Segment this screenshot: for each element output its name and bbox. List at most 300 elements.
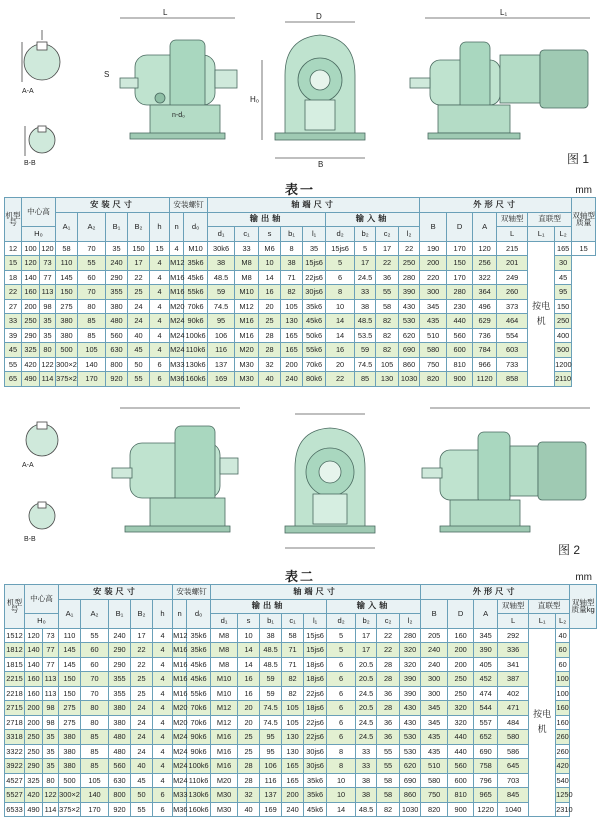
table-cell: 40 xyxy=(259,372,281,387)
table-cell: 690 xyxy=(474,744,498,759)
table-cell: 33 xyxy=(356,744,377,759)
table-cell: 1220 xyxy=(474,802,498,817)
table-cell: 48.5 xyxy=(260,657,282,672)
table-cell: 95 xyxy=(208,314,235,329)
section-b-b-label-2: B-B xyxy=(24,536,36,543)
section-a-a-label-2: A-A xyxy=(22,462,34,469)
table-cell: 25 xyxy=(238,744,260,759)
table-cell: 70 xyxy=(78,285,106,300)
table-cell: 170 xyxy=(81,802,109,817)
table-cell: 35k6 xyxy=(184,256,208,271)
table-cell: M24 xyxy=(173,773,187,788)
table-cell: 70k6 xyxy=(187,715,211,730)
group-shaft-end: 轴端尺寸 xyxy=(208,198,420,213)
table-cell: 35 xyxy=(40,328,56,343)
table-cell: 230 xyxy=(447,299,473,314)
table-cell: 130k6 xyxy=(187,788,211,803)
table-cell: 38 xyxy=(356,788,377,803)
table-cell: 373 xyxy=(497,299,528,314)
table-cell: 560 xyxy=(447,328,473,343)
table-cell: 36 xyxy=(377,730,400,745)
table-cell: 20 xyxy=(326,357,355,372)
table-cell: 106 xyxy=(208,328,235,343)
table-cell: 6 xyxy=(327,715,356,730)
table-cell: 250 xyxy=(399,256,420,271)
table-cell: 137 xyxy=(208,357,235,372)
table-cell: 4527 xyxy=(5,773,25,788)
table-cell: 24.5 xyxy=(356,686,377,701)
table-cell: 4 xyxy=(153,759,173,774)
table-cell: 6 xyxy=(153,788,173,803)
table-cell: 540 xyxy=(556,773,570,788)
table-cell: 484 xyxy=(498,715,529,730)
dim-L1-label: L₁ xyxy=(500,8,508,17)
table-cell: 10 xyxy=(259,256,281,271)
table-cell: 6 xyxy=(150,372,170,387)
table-cell: 380 xyxy=(106,299,128,314)
table-cell: 22 xyxy=(131,657,153,672)
table-cell: 440 xyxy=(448,744,474,759)
table-cell: 22 xyxy=(399,241,420,256)
table-cell: M10 xyxy=(211,672,238,687)
table-cell: 70 xyxy=(81,672,109,687)
table-cell: 45k6 xyxy=(304,802,327,817)
table-cell: 24 xyxy=(131,744,153,759)
section-a-a-view-2 xyxy=(26,422,58,456)
table-cell: 2218 xyxy=(5,686,25,701)
col-L1: L₁ xyxy=(528,227,555,242)
table-cell: 105 xyxy=(282,701,304,716)
t2-col-B1: B₁ xyxy=(109,599,131,628)
table-cell: 6 xyxy=(327,672,356,687)
table-cell: 586 xyxy=(498,744,529,759)
table-cell: 557 xyxy=(474,715,498,730)
table-cell: 55 xyxy=(5,357,22,372)
table-cell: M24 xyxy=(170,328,184,343)
table-cell: 70k6 xyxy=(187,701,211,716)
table-cell: 140 xyxy=(22,270,40,285)
table-cell: 145 xyxy=(56,270,78,285)
reducer-front-view-2 xyxy=(285,414,375,548)
table-cell: M8 xyxy=(211,657,238,672)
table-cell: 48.5 xyxy=(355,314,376,329)
table-cell: 39 xyxy=(5,328,22,343)
table-cell: M24 xyxy=(170,314,184,329)
t2-col-L2: L₂ xyxy=(556,614,570,629)
table-row xyxy=(5,686,597,701)
col-direct: 直联型 xyxy=(528,212,572,227)
table-cell: 28 xyxy=(259,328,281,343)
t2-col-n: n xyxy=(173,599,187,628)
table-cell: 15 xyxy=(150,241,170,256)
table-cell: 59 xyxy=(355,343,376,358)
table-cell: 390 xyxy=(400,672,421,687)
table-cell: 530 xyxy=(400,744,421,759)
table-cell: 440 xyxy=(447,314,473,329)
table-row xyxy=(5,270,596,285)
table-cell: 292 xyxy=(498,628,529,643)
table-cell: 4 xyxy=(153,686,173,701)
table-cell: 98 xyxy=(43,715,59,730)
table-2-body xyxy=(5,628,597,817)
table-cell: 85 xyxy=(81,730,109,745)
section-b-b-label: B-B xyxy=(24,160,36,167)
table-cell: 24 xyxy=(131,715,153,730)
t2-col-d2: d₂ xyxy=(327,614,356,629)
figure-2-label: 图 2 xyxy=(558,543,581,557)
table-cell: 35 xyxy=(43,759,59,774)
table-cell: 4 xyxy=(150,299,170,314)
table-cell: M6 xyxy=(259,241,281,256)
table-cell: 15js6 xyxy=(326,241,355,256)
table-cell: M24 xyxy=(173,730,187,745)
table-cell: 22 xyxy=(5,285,22,300)
table-cell: 4 xyxy=(150,270,170,285)
table-cell: 24.5 xyxy=(356,715,377,730)
table-cell: 60 xyxy=(78,270,106,285)
col-l1: l₁ xyxy=(303,227,326,242)
table-cell: M20 xyxy=(235,343,259,358)
t2-col-d0: d₀ xyxy=(187,599,211,628)
table-cell: 22js6 xyxy=(304,686,327,701)
table-cell: 74.5 xyxy=(260,715,282,730)
table-cell: 205 xyxy=(421,628,448,643)
table-cell: 200 xyxy=(448,657,474,672)
table-cell: 420 xyxy=(22,357,40,372)
table-cell: 1040 xyxy=(498,802,529,817)
table-2 xyxy=(4,584,597,817)
table-cell: 510 xyxy=(420,328,447,343)
table-cell: 100k6 xyxy=(184,328,208,343)
table-cell: 122 xyxy=(43,788,59,803)
table-cell: 750 xyxy=(421,788,448,803)
reducer-with-motor-view-2 xyxy=(422,408,590,532)
table-cell: 4 xyxy=(153,628,173,643)
table-cell: 240 xyxy=(109,628,131,643)
table-cell: 201 xyxy=(497,256,528,271)
table-cell: M16 xyxy=(173,657,187,672)
table-cell: 14 xyxy=(326,328,355,343)
figure-1-label: 图 1 xyxy=(567,152,590,166)
table-cell: 71 xyxy=(281,270,303,285)
table-cell: 82 xyxy=(282,672,304,687)
table-cell: 74.5 xyxy=(208,299,235,314)
table-cell: 6 xyxy=(327,730,356,745)
section-b-b-view-2 xyxy=(29,502,55,529)
table-cell: 80 xyxy=(81,715,109,730)
table-cell: 12 xyxy=(5,241,22,256)
table-cell: M33 xyxy=(173,788,187,803)
table-cell: 690 xyxy=(399,343,420,358)
table-cell: 45k6 xyxy=(187,672,211,687)
table-cell: 320 xyxy=(448,701,474,716)
table-cell: 920 xyxy=(109,802,131,817)
table-row xyxy=(5,241,596,256)
table-cell: 430 xyxy=(399,299,420,314)
table-cell: 130 xyxy=(282,730,304,745)
table-cell: M24 xyxy=(170,343,184,358)
table-cell: 20.5 xyxy=(356,657,377,672)
table-cell: 4 xyxy=(153,657,173,672)
table-cell: 240 xyxy=(282,802,304,817)
table-cell: 38 xyxy=(208,256,235,271)
table-1-body xyxy=(5,241,596,386)
table-cell: 22 xyxy=(326,372,355,387)
table-cell: 14 xyxy=(259,270,281,285)
table-cell: 130 xyxy=(376,372,399,387)
table-cell: 110 xyxy=(56,256,78,271)
col-L: L xyxy=(497,227,528,242)
table-cell: 55 xyxy=(128,372,150,387)
table-cell: 90k6 xyxy=(187,744,211,759)
table-cell: 150 xyxy=(59,672,81,687)
table-cell: 900 xyxy=(448,802,474,817)
table-cell: 36 xyxy=(376,270,399,285)
table-cell: 113 xyxy=(43,672,59,687)
motor-note-cell: 按电机 xyxy=(529,628,556,817)
table-cell: M16 xyxy=(211,730,238,745)
table-cell: 240 xyxy=(281,372,303,387)
table-cell: 38 xyxy=(355,299,376,314)
table-cell: 77 xyxy=(43,657,59,672)
table-cell: 220 xyxy=(420,270,447,285)
table-cell: 114 xyxy=(40,372,56,387)
table-cell: 510 xyxy=(421,759,448,774)
table-cell: 59 xyxy=(208,285,235,300)
table-cell: 33 xyxy=(5,314,22,329)
col-c2: c₂ xyxy=(376,227,399,242)
table-cell: 290 xyxy=(25,759,43,774)
table-cell: 73 xyxy=(40,256,56,271)
table-cell: 160 xyxy=(556,701,570,716)
table-cell: 30k6 xyxy=(208,241,235,256)
table-cell: 796 xyxy=(474,773,498,788)
table-cell: 15js6 xyxy=(304,643,327,658)
table-cell: 736 xyxy=(473,328,497,343)
table-row xyxy=(5,701,597,716)
table-cell: 820 xyxy=(421,802,448,817)
table-cell: M16 xyxy=(235,314,259,329)
col-L2: L₂ xyxy=(555,227,572,242)
table-cell: 380 xyxy=(59,730,81,745)
table-cell: 471 xyxy=(498,701,529,716)
table-cell: 77 xyxy=(43,643,59,658)
table-cell: M8 xyxy=(211,628,238,643)
table-cell: 45 xyxy=(5,343,22,358)
table-cell: 430 xyxy=(400,715,421,730)
group-bolt: 安装螺钉 xyxy=(170,198,208,213)
table-cell: 58 xyxy=(377,773,400,788)
table-cell: 36 xyxy=(377,715,400,730)
table-cell: 300 xyxy=(421,686,448,701)
col-l2: l₂ xyxy=(399,227,420,242)
table-cell: 452 xyxy=(474,672,498,687)
t2-col-d1: d₁ xyxy=(211,614,238,629)
table-cell: M36 xyxy=(170,372,184,387)
table-cell: 100 xyxy=(22,241,40,256)
t2-col-h: h xyxy=(153,599,173,628)
table-cell: 70 xyxy=(78,241,106,256)
group-outline: 外形尺寸 xyxy=(420,198,572,213)
table-cell: 250 xyxy=(25,744,43,759)
col-double-shaft: 双轴型 xyxy=(497,212,528,227)
table-cell: 290 xyxy=(22,328,40,343)
table-cell: 77 xyxy=(40,270,56,285)
table-cell: 1512 xyxy=(5,628,25,643)
t2-col-center-height: 中心高 xyxy=(25,585,59,614)
table-cell: 24 xyxy=(131,701,153,716)
table-cell: 645 xyxy=(498,759,529,774)
table-cell: 3318 xyxy=(5,730,25,745)
table-cell: 4 xyxy=(150,285,170,300)
table-cell: 620 xyxy=(399,328,420,343)
table-cell: 17 xyxy=(131,628,153,643)
table-cell: 474 xyxy=(474,686,498,701)
table-cell: 160 xyxy=(22,285,40,300)
table-cell: 33 xyxy=(235,241,259,256)
table-cell: 4 xyxy=(153,773,173,788)
table-cell: 4 xyxy=(153,744,173,759)
table-cell: 98 xyxy=(43,701,59,716)
t2-col-B2: B₂ xyxy=(131,599,153,628)
table-cell: 110k6 xyxy=(184,343,208,358)
table-cell: 554 xyxy=(497,328,528,343)
table-cell: M12 xyxy=(211,715,238,730)
table-cell: 4 xyxy=(153,715,173,730)
table-cell: 435 xyxy=(421,744,448,759)
figure-1-svg xyxy=(0,0,600,170)
table-cell: 80 xyxy=(43,773,59,788)
table-cell: 4 xyxy=(150,343,170,358)
t2-col-model: 机型号 xyxy=(5,585,25,629)
table-cell: 24 xyxy=(131,730,153,745)
figure-2-svg xyxy=(0,398,600,568)
figure-1-drawings xyxy=(0,0,600,170)
col-A1: A₁ xyxy=(56,212,78,241)
table-cell: 500 xyxy=(555,343,572,358)
t2-col-weight: 双轴型质量kg xyxy=(570,585,597,629)
group-output-shaft: 输出轴 xyxy=(208,212,326,227)
table-cell: 130 xyxy=(282,744,304,759)
table-cell: 300×2 xyxy=(56,357,78,372)
table-cell: 55 xyxy=(377,744,400,759)
table-cell: 90k6 xyxy=(187,730,211,745)
table-cell: 1120 xyxy=(473,372,497,387)
table-cell: 14 xyxy=(327,802,356,817)
table-cell: 420 xyxy=(556,759,570,774)
table-cell: 95 xyxy=(260,744,282,759)
table-cell: 464 xyxy=(497,314,528,329)
table-cell: 5527 xyxy=(5,788,25,803)
table-cell: 40 xyxy=(238,802,260,817)
table-cell: 80 xyxy=(78,299,106,314)
table-cell: 544 xyxy=(474,701,498,716)
table-cell: 8 xyxy=(281,241,303,256)
table-cell: 74.5 xyxy=(355,357,376,372)
table-cell: 750 xyxy=(420,357,447,372)
table-cell: 200 xyxy=(22,299,40,314)
table-cell: 145 xyxy=(59,643,81,658)
table-cell: 165 xyxy=(555,241,572,256)
table-cell: M16 xyxy=(173,672,187,687)
table-cell: 28 xyxy=(377,657,400,672)
table-cell: 55k6 xyxy=(303,343,326,358)
table-cell: 53.5 xyxy=(355,328,376,343)
table-cell: 70 xyxy=(81,686,109,701)
table-cell: 60 xyxy=(556,657,570,672)
table-cell: 240 xyxy=(106,256,128,271)
table-cell: M24 xyxy=(173,759,187,774)
table-cell: 1812 xyxy=(5,643,25,658)
table-cell: 74.5 xyxy=(260,701,282,716)
table-cell: 169 xyxy=(208,372,235,387)
table-row xyxy=(5,256,596,271)
table-cell: 150 xyxy=(128,241,150,256)
section-a-a-label: A-A xyxy=(22,88,34,95)
table-cell: 33 xyxy=(356,759,377,774)
table-cell: M30 xyxy=(235,372,259,387)
table-cell: 336 xyxy=(498,643,529,658)
table-cell: 25 xyxy=(238,730,260,745)
table-cell: 530 xyxy=(399,314,420,329)
col-b1: b₁ xyxy=(281,227,303,242)
table-cell: 364 xyxy=(473,285,497,300)
table-cell: 15js6 xyxy=(304,628,327,643)
col-b2: b₂ xyxy=(355,227,376,242)
table-cell: 35k6 xyxy=(187,628,211,643)
table-cell: 20 xyxy=(238,715,260,730)
table-row xyxy=(5,372,596,387)
table-cell: 4 xyxy=(153,643,173,658)
table-cell: 114 xyxy=(43,802,59,817)
section-b-b-view xyxy=(25,126,55,156)
table-cell: 45 xyxy=(128,343,150,358)
table-cell: 130 xyxy=(281,314,303,329)
table-cell: 630 xyxy=(109,773,131,788)
table-cell: 290 xyxy=(109,643,131,658)
table-cell: 18js6 xyxy=(304,672,327,687)
table-cell: 3322 xyxy=(5,744,25,759)
table-cell: 17 xyxy=(128,256,150,271)
table-cell: M8 xyxy=(235,270,259,285)
table-cell: 116 xyxy=(208,343,235,358)
table-cell: 280 xyxy=(400,628,421,643)
table-2-title: 表二 xyxy=(284,569,315,584)
t2-col-L: L xyxy=(498,614,529,629)
table-cell: 55k6 xyxy=(187,686,211,701)
table-cell: 200 xyxy=(420,256,447,271)
t2-col-s: s xyxy=(238,614,260,629)
table-cell: 122 xyxy=(40,357,56,372)
table-cell: 30js6 xyxy=(304,759,327,774)
table-cell: 5 xyxy=(327,643,356,658)
table-row xyxy=(5,730,597,745)
table-cell: 58 xyxy=(56,241,78,256)
dim-D-label: D xyxy=(316,12,322,21)
table-cell: 325 xyxy=(22,343,40,358)
table-cell: 140 xyxy=(78,357,106,372)
table-cell: 380 xyxy=(56,328,78,343)
table-cell: 55 xyxy=(376,285,399,300)
table-cell: 60 xyxy=(556,643,570,658)
col-B: B xyxy=(420,212,447,241)
t2-col-A2: A₂ xyxy=(81,599,109,628)
table-cell: M16 xyxy=(170,285,184,300)
table-cell: 5 xyxy=(326,256,355,271)
table-cell: 5 xyxy=(327,628,356,643)
table-cell: 4 xyxy=(150,256,170,271)
table-cell: 820 xyxy=(420,372,447,387)
